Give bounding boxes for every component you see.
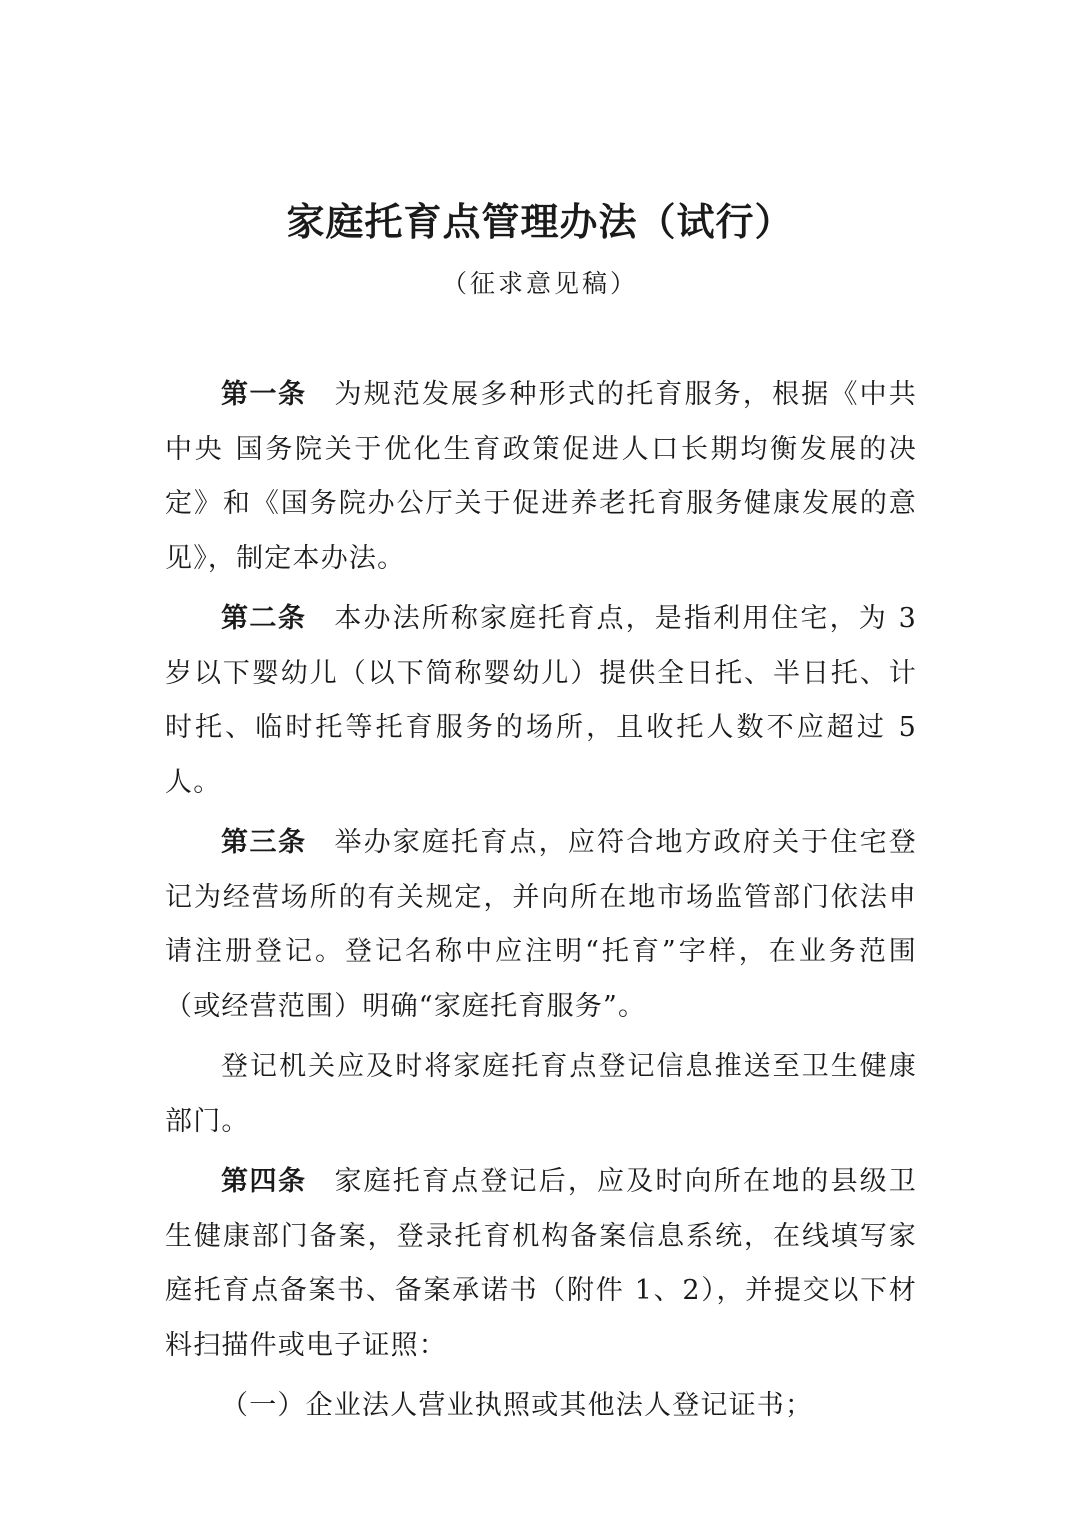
list-item: （一）企业法人营业执照或其他法人登记证书； [221,1390,814,1421]
article-1 [165,368,917,586]
article-text: 家庭托育点登记后，应及时向所在地的县级卫生健康部门备案，登录托育机构备案信息系统，在线填写家庭托育点备案书、备案承诺书（附件 1、2），并提交以下材料扫描件或电子证照： [165,1166,918,1361]
article-text: 举办家庭托育点，应符合地方政府关于住宅登记为经营场所的有关规定，并向所在地市场监管部门依法申请注册登记。登记名称中应注明“托育”字样，在业务范围（或经营范围）明确“家庭托育服务”。 [165,827,918,1022]
article-text: 本办法所称家庭托育点，是指利用住宅，为 3 岁以下婴幼儿（以下简称婴幼儿）提供全日托、半日托、计时托、临时托等托育服务的场所，且收托人数不应超过 5 人。 [165,603,917,798]
article-heading: 第一条 [221,379,307,410]
article-4 [165,1155,917,1373]
document-title: 家庭托育点管理办法（试行） [286,200,794,244]
document-subtitle: （征求意见稿） [441,269,638,298]
article-2 [165,592,917,810]
article-3 [165,816,917,1034]
article-3-paragraph-2 [165,1040,917,1149]
article-text: 登记机关应及时将家庭托育点登记信息推送至卫生健康部门。 [165,1051,917,1137]
article-heading: 第四条 [221,1166,307,1197]
document-body [165,368,917,1434]
article-text: 为规范发展多种形式的托育服务，根据《中共中央 国务院关于优化生育政策促进人口长期均衡发展的决定》和《国务院办公厅关于促进养老托育服务健康发展的意见》，制定本办法。 [165,379,918,574]
article-heading: 第三条 [221,827,307,858]
article-heading: 第二条 [221,603,307,634]
